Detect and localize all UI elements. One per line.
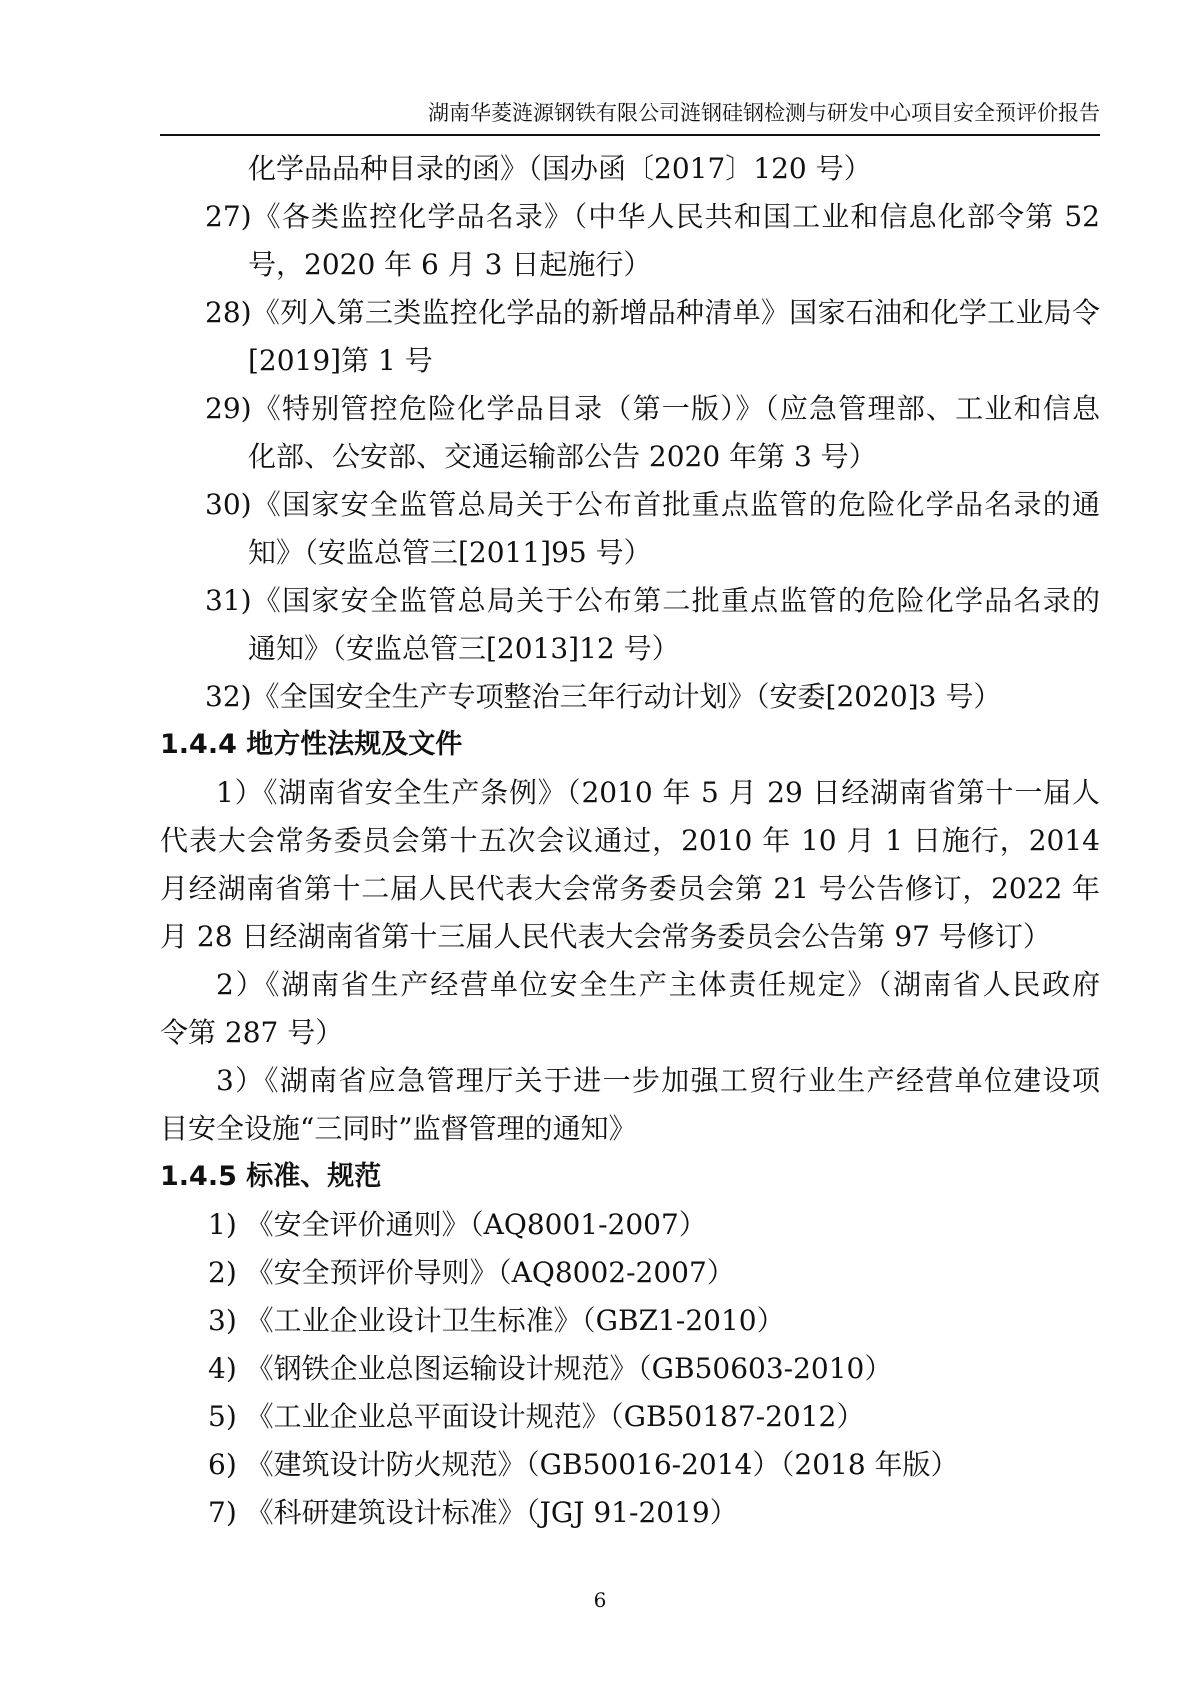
text-line: 1）《湖南省安全生产条例》（2010 年 5 月 29 日经湖南省第十一届人 <box>216 776 1100 809</box>
text-line: 6) 《建筑设计防火规范》（GB50016-2014）（2018 年版） <box>208 1448 959 1481</box>
text-line: 29)《特别管控危险化学品目录（第一版）》（应急管理部、工业和信息 <box>205 392 1100 425</box>
text-line: 令第 287 号） <box>160 1016 344 1049</box>
text-line: 通知》（安监总管三[2013]12 号） <box>248 632 680 665</box>
text-line: 代表大会常务委员会第十五次会议通过，2010 年 10 月 1 日施行，2014 <box>160 824 1100 857</box>
text-line: 2）《湖南省生产经营单位安全生产主体责任规定》（湖南省人民政府 <box>216 968 1100 1001</box>
page-number: 6 <box>593 1588 607 1612</box>
text-line: 7) 《科研建筑设计标准》（JGJ 91-2019） <box>208 1496 738 1529</box>
text-line: 28)《列入第三类监控化学品的新增品种清单》国家石油和化学工业局令 <box>205 296 1100 329</box>
text-line: 目安全设施“三同时”监督管理的通知》 <box>160 1112 637 1145</box>
text-line: 号，2020 年 6 月 3 日起施行） <box>248 248 652 281</box>
text-line: 月 28 日经湖南省第十三届人民代表大会常务委员会公告第 97 号修订） <box>160 920 1051 953</box>
text-line: 化部、公安部、交通运输部公告 2020 年第 3 号） <box>248 440 877 473</box>
text-line: 32)《全国安全生产专项整治三年行动计划》（安委[2020]3 号） <box>205 680 1002 713</box>
text-line: 3) 《工业企业设计卫生标准》（GBZ1-2010） <box>208 1304 785 1337</box>
text-line: 知》（安监总管三[2011]95 号） <box>248 536 652 569</box>
text-line: [2019]第 1 号 <box>248 344 433 377</box>
text-line: 27)《各类监控化学品名录》（中华人民共和国工业和信息化部令第 52 <box>205 200 1100 233</box>
text-line: 5) 《工业企业总平面设计规范》（GB50187-2012） <box>208 1400 865 1433</box>
section-heading: 1.4.4 地方性法规及文件 <box>160 729 463 760</box>
text-line: 4) 《钢铁企业总图运输设计规范》（GB50603-2010） <box>208 1352 893 1385</box>
text-line: 化学品品种目录的函》（国办函〔2017〕120 号） <box>248 152 872 185</box>
text-line: 3）《湖南省应急管理厅关于进一步加强工贸行业生产经营单位建设项 <box>216 1064 1100 1097</box>
text-line: 1) 《安全评价通则》（AQ8001-2007） <box>208 1208 707 1241</box>
text-line: 31)《国家安全监管总局关于公布第二批重点监管的危险化学品名录的 <box>205 584 1100 617</box>
page-header <box>160 98 1100 136</box>
document-body <box>160 145 1100 1537</box>
text-line: 2) 《安全预评价导则》（AQ8002-2007） <box>208 1256 735 1289</box>
section-heading: 1.4.5 标准、规范 <box>160 1161 382 1192</box>
text-line: 月经湖南省第十二届人民代表大会常务委员会第 21 号公告修订，2022 年 <box>160 872 1100 905</box>
text-line: 30)《国家安全监管总局关于公布首批重点监管的危险化学品名录的通 <box>205 488 1100 521</box>
header-title: 湖南华菱涟源钢铁有限公司涟钢硅钢检测与研发中心项目安全预评价报告 <box>428 101 1100 125</box>
